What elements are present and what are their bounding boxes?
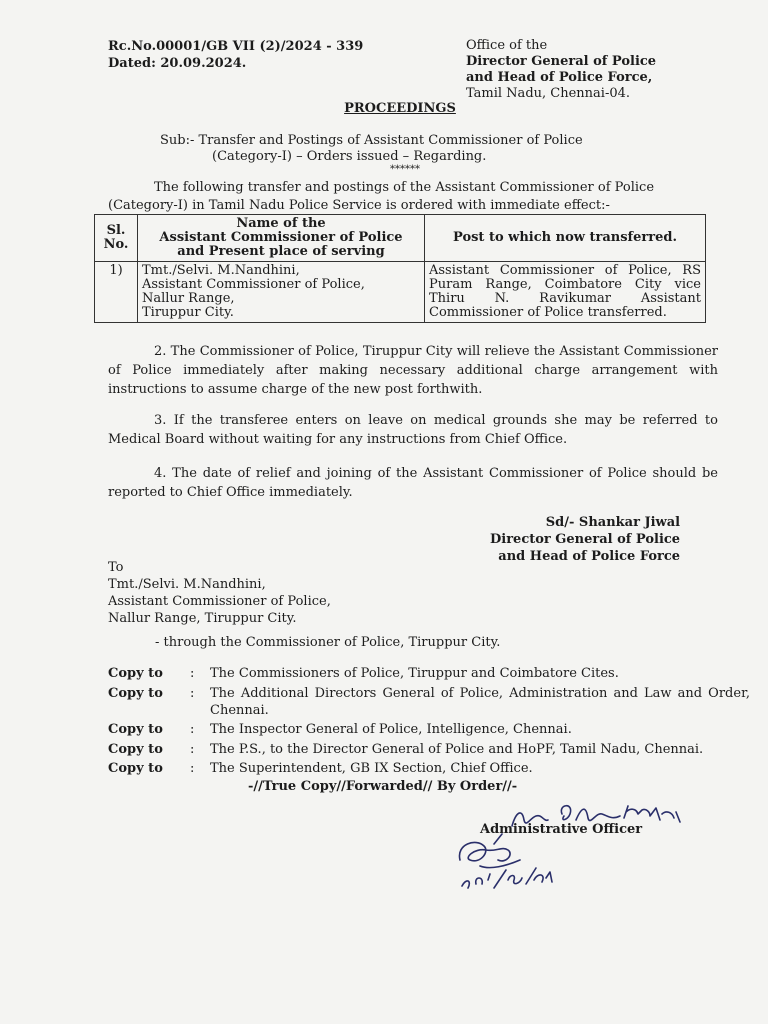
cell-name-line: Tiruppur City. bbox=[142, 305, 234, 320]
office-line: Office of the bbox=[466, 38, 548, 53]
signature-stroke bbox=[624, 806, 680, 822]
header-name bbox=[138, 215, 425, 262]
copy-label: Copy to bbox=[108, 742, 163, 757]
addressee-block bbox=[108, 559, 331, 627]
signature-stroke bbox=[576, 809, 620, 820]
subject bbox=[160, 133, 680, 165]
intro-paragraph: The following transfer and postings of the Assistant Commissioner of Police (Category-I) in Tamil Nadu Police Service is ordered with immediate effect:- bbox=[108, 180, 655, 213]
copy-colon: : bbox=[190, 761, 195, 776]
copy-colon: : bbox=[190, 666, 195, 681]
initials-stroke bbox=[462, 868, 552, 888]
copy-label: Copy to bbox=[108, 666, 163, 681]
header-post: Post to which now transferred. bbox=[425, 215, 706, 262]
addressee-line: Assistant Commissioner of Police, bbox=[108, 594, 331, 609]
transfer-table bbox=[94, 214, 706, 323]
paragraph-3: 3. If the transferee enters on leave on medical grounds she may be referred to Medical Board without waiting for any instructions from Chief Office. bbox=[108, 413, 718, 447]
addressee-line: Tmt./Selvi. M.Nandhini, bbox=[108, 577, 266, 592]
through-line: - through the Commissioner of Police, Tiruppur City. bbox=[155, 635, 501, 650]
paragraph-4: 4. The date of relief and joining of the Assistant Commissioner of Police should be reported to Chief Office immediately. bbox=[108, 466, 718, 500]
header-name-line: Name of the bbox=[236, 216, 326, 231]
office-line: Director General of Police bbox=[466, 54, 657, 69]
addressee-line: Nallur Range, Tiruppur City. bbox=[108, 611, 297, 626]
cell-name-line: Nallur Range, bbox=[142, 291, 235, 306]
signature-line: Director General of Police bbox=[490, 532, 681, 547]
reference-date: Dated: 20.09.2024. bbox=[108, 56, 247, 71]
initials-handwritten-mark bbox=[450, 830, 560, 896]
cell-sl: 1) bbox=[95, 262, 138, 323]
office-line: and Head of Police Force, bbox=[466, 70, 653, 85]
reference-number: Rc.No.00001/GB VII (2)/2024 - 339 bbox=[108, 39, 364, 54]
copy-colon: : bbox=[190, 686, 195, 701]
signature-line: and Head of Police Force bbox=[498, 549, 681, 564]
document-title: PROCEEDINGS bbox=[344, 101, 456, 116]
header-sl-line: No. bbox=[103, 237, 129, 252]
subject-line: (Category-I) – Orders issued – Regarding. bbox=[212, 149, 487, 164]
administrative-officer-title: Administrative Officer bbox=[480, 822, 643, 837]
subject-line: Sub:- Transfer and Postings of Assistant Commissioner of Police bbox=[160, 133, 583, 148]
forwarded-line: -//True Copy//Forwarded// By Order//- bbox=[248, 779, 518, 794]
separator-stars: ****** bbox=[390, 164, 420, 175]
table-row bbox=[95, 262, 706, 323]
header-sl bbox=[95, 215, 138, 262]
copy-recipient: The Inspector General of Police, Intelligence, Chennai. bbox=[210, 722, 572, 737]
header-name-line: and Present place of serving bbox=[177, 244, 385, 259]
copy-colon: : bbox=[190, 742, 195, 757]
cell-post: Assistant Commissioner of Police, RS Puram Range, Coimbatore City vice Thiru N. Ravikumar Assistant Commissioner of Police transferred. bbox=[425, 262, 706, 323]
office-line: Tamil Nadu, Chennai-04. bbox=[466, 86, 631, 101]
initials-stroke bbox=[459, 842, 510, 860]
signature-stroke bbox=[561, 806, 570, 820]
signature-line: Sd/- Shankar Jiwal bbox=[545, 515, 681, 530]
header-name-line: Assistant Commissioner of Police bbox=[159, 230, 403, 245]
copy-label: Copy to bbox=[108, 686, 163, 701]
reference-block bbox=[108, 38, 363, 72]
copy-label: Copy to bbox=[108, 761, 163, 776]
copy-recipient: The Additional Directors General of Police, Administration and Law and Order, Chennai. bbox=[210, 686, 750, 718]
header-sl-line: Sl. bbox=[106, 223, 126, 238]
copy-recipient: The Superintendent, GB IX Section, Chief Office. bbox=[210, 761, 533, 776]
cell-name-line: Assistant Commissioner of Police, bbox=[142, 277, 365, 292]
office-block bbox=[466, 38, 656, 102]
cell-name bbox=[138, 262, 425, 323]
copy-colon: : bbox=[190, 722, 195, 737]
addressee-line: To bbox=[108, 560, 124, 575]
table-header-row bbox=[95, 215, 706, 262]
paragraph-2: 2. The Commissioner of Police, Tiruppur City will relieve the Assistant Commissioner of Police immediately after making necessary additional charge arrangement with instructions to assume charge of the new post forthwith. bbox=[108, 344, 718, 397]
signature-block bbox=[490, 514, 680, 565]
copy-label: Copy to bbox=[108, 722, 163, 737]
signature-stroke bbox=[512, 813, 548, 826]
copy-recipient: The Commissioners of Police, Tiruppur and Coimbatore Cites. bbox=[210, 666, 619, 681]
cell-name-line: Tmt./Selvi. M.Nandhini, bbox=[142, 263, 300, 278]
copy-recipient: The P.S., to the Director General of Police and HoPF, Tamil Nadu, Chennai. bbox=[210, 742, 704, 757]
